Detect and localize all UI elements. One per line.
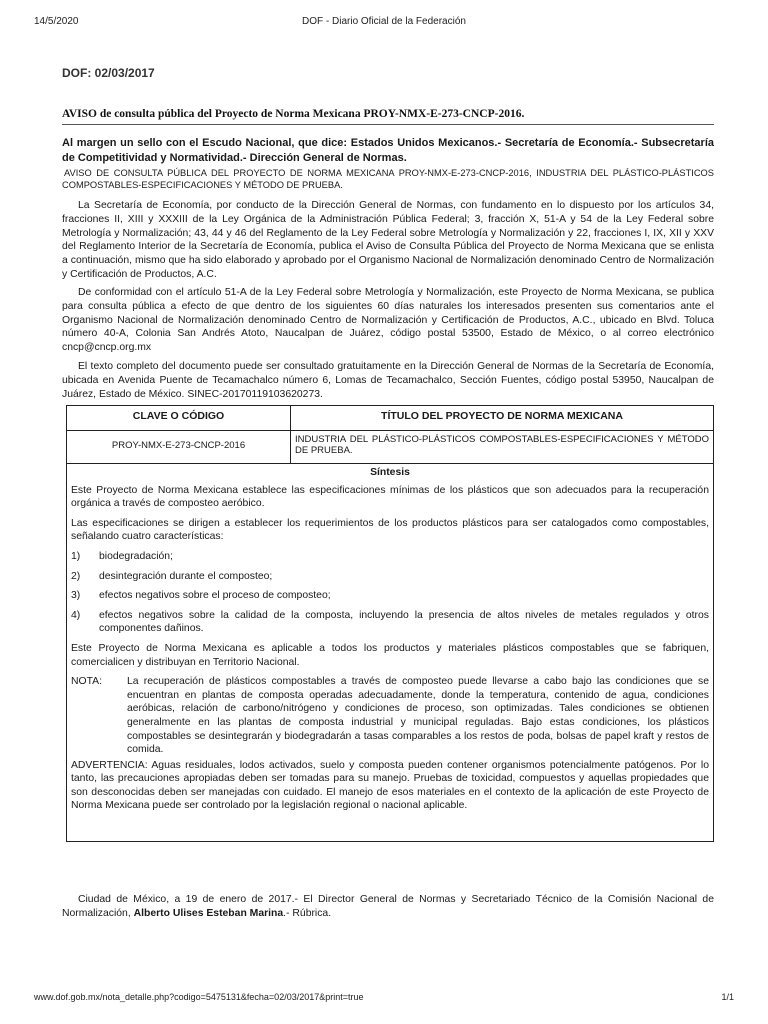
site-title: DOF - Diario Oficial de la Federación bbox=[302, 16, 466, 27]
print-date: 14/5/2020 bbox=[34, 16, 79, 27]
list-item-number: 2) bbox=[71, 570, 81, 582]
list-item-text: desintegración durante el composteo; bbox=[99, 570, 273, 582]
closing-paragraph bbox=[62, 893, 714, 921]
footer-url: www.dof.gob.mx/nota_detalle.php?codigo=5475131&fecha=02/03/2017&print=true bbox=[34, 992, 364, 1002]
synthesis-heading: Síntesis bbox=[370, 467, 410, 478]
note-label: NOTA: bbox=[71, 676, 102, 688]
closing-suffix: .- Rúbrica. bbox=[283, 908, 332, 919]
list-item-text: biodegradación; bbox=[99, 550, 173, 562]
col-header-code: CLAVE O CÓDIGO bbox=[67, 406, 291, 431]
paragraph-full-text: El texto completo del documento puede ser consultado gratuitamente en la Dirección General de Normas de la Secretaría de Economía, ubicada en Avenida Puente de Tecamachalco número 6, Lomas de Tecamachalco, Sección Fuentes, código postal 53950, Naucalpan de Juárez, Estado de México. SINEC-20170119103620273. bbox=[62, 361, 714, 400]
list-item-number: 1) bbox=[71, 550, 81, 562]
list-item-text: efectos negativos sobre la calidad de la composta, incluyendo la presencia de altos niveles de metales regulados y otros componentes dañinos. bbox=[99, 609, 709, 635]
signatory-name: Alberto Ulises Esteban Marina bbox=[133, 908, 284, 919]
synthesis-paragraph: Este Proyecto de Norma Mexicana es aplicable a todos los productos y materiales plásticos compostables que se fabriquen, comercialicen y distribuyan en Territorio Nacional. bbox=[71, 642, 709, 668]
margin-note: Al margen un sello con el Escudo Nacional, que dice: Estados Unidos Mexicanos.- Secretaría de Economía.- Subsecretaría de Competitividad y Normatividad.- Dirección General de Normas. bbox=[62, 137, 714, 164]
note-text: La recuperación de plásticos compostables a través de composteo puede llevarse a cabo bajo las condiciones que se encuentran en plantas de composta operadas adecuadamente, donde la temperatura, contenido de agua, condiciones aeróbicas, relación de carbono/nitrógeno y condiciones de proceso, son optimizadas. Tales condiciones se obtienen generalmente en las plantas de composta industrial y municipal reguladas. Bajo estas condiciones, los plásticos compostables se desintegrarán y biodegradarán a tasas comparables a los restos de poda, bolsas de papel kraft y restos de comida. bbox=[127, 676, 709, 756]
norma-table bbox=[66, 405, 714, 842]
list-item bbox=[71, 570, 709, 584]
synthesis-row bbox=[67, 464, 714, 842]
paragraph-consultation: De conformidad con el artículo 51-A de la Ley Federal sobre Metrología y Normalización, este Proyecto de Norma Mexicana, se publica para consulta pública a efecto de que dentro de los siguientes 60 días naturales los interesados presenten sus comentarios ante el Organismo Nacional de Normalización denominado Centro de Normalización y Certificación de Productos, A.C., ubicado en Blvd. Toluca número 40-A, Colonia San Andrés Atoto, Naucalpan de Juárez, código postal 53500, Estado de México, o al correo electrónico cncp@cncp.org.mx bbox=[62, 287, 714, 354]
dof-date: DOF: 02/03/2017 bbox=[62, 66, 155, 80]
norma-title: INDUSTRIA DEL PLÁSTICO-PLÁSTICOS COMPOSTABLES-ESPECIFICACIONES Y MÉTODO DE PRUEBA. bbox=[291, 431, 714, 464]
col-header-title: TÍTULO DEL PROYECTO DE NORMA MEXICANA bbox=[291, 406, 714, 431]
norma-code: PROY-NMX-E-273-CNCP-2016 bbox=[67, 431, 291, 464]
notice-title: AVISO de consulta pública del Proyecto de Norma Mexicana PROY-NMX-E-273-CNCP-2016. bbox=[62, 108, 714, 125]
list-item bbox=[71, 589, 709, 603]
table-row bbox=[67, 431, 714, 464]
page-number: 1/1 bbox=[721, 992, 734, 1002]
synthesis-cell bbox=[67, 464, 714, 842]
upper-title: AVISO DE CONSULTA PÚBLICA DEL PROYECTO DE NORMA MEXICANA PROY-NMX-E-273-CNCP-2016, INDUSTRIA DEL PLÁSTICO-PLÁSTICOS COMPOSTABLES-ESPECIFICACIONES Y MÉTODO DE PRUEBA. bbox=[62, 168, 714, 190]
table-header-row bbox=[67, 406, 714, 431]
list-item bbox=[71, 609, 709, 636]
warning-paragraph: ADVERTENCIA: Aguas residuales, lodos activados, suelo y composta pueden contener organismos potencialmente patógenos. Por lo tanto, las precauciones apropiadas deben ser tomadas para su manejo. Pruebas de toxicidad, compuestos y aquellas propiedades que son desconocidas deben ser manejadas con cuidado. El manejo de esos materiales en el contexto de la aplicación de este Proyecto de Norma Mexicana puede ser controlado por la legislación regional o nacional aplicable. bbox=[71, 759, 709, 812]
list-item-text: efectos negativos sobre el proceso de composteo; bbox=[99, 590, 331, 602]
closing-text: Ciudad de México, a 19 de enero de 2017.- El Director General de Normas y Secretariado Técnico de la Comisión Nacional de Normalización, bbox=[62, 894, 714, 919]
synthesis-paragraph: Este Proyecto de Norma Mexicana establece las especificaciones mínimas de los plásticos que son adecuados para la recuperación orgánica a través de composteo aeróbico. bbox=[71, 484, 709, 510]
synthesis-paragraph: Las especificaciones se dirigen a establecer los requerimientos de los productos plásticos para ser catalogados como compostables, señalando cuatro características: bbox=[71, 517, 709, 543]
list-item-number: 4) bbox=[71, 609, 81, 621]
note bbox=[71, 675, 709, 757]
list-item-number: 3) bbox=[71, 590, 81, 602]
list-item bbox=[71, 550, 709, 564]
paragraph-legal-basis: La Secretaría de Economía, por conducto de la Dirección General de Normas, con fundamento en lo dispuesto por los artículos 34, fracciones II, XIII y XXXIII de la Ley Orgánica de la Administración Pública Federal; 3, fracción X, 51-A y 54 de la Ley Federal sobre Metrología y Normalización; 43, 44 y 46 del Reglamento de la Ley Federal sobre Metrología y Normalización y 22, fracciones I, IX, XII y XXV del Reglamento Interior de la Secretaría de Economía, publica el Aviso de Consulta Pública del Proyecto de Norma Mexicana que se enlista a continuación, mismo que ha sido elaborado y aprobado por el Organismo Nacional de Normalización denominado Centro de Normalización y Certificación de Productos, A.C. bbox=[62, 200, 714, 280]
